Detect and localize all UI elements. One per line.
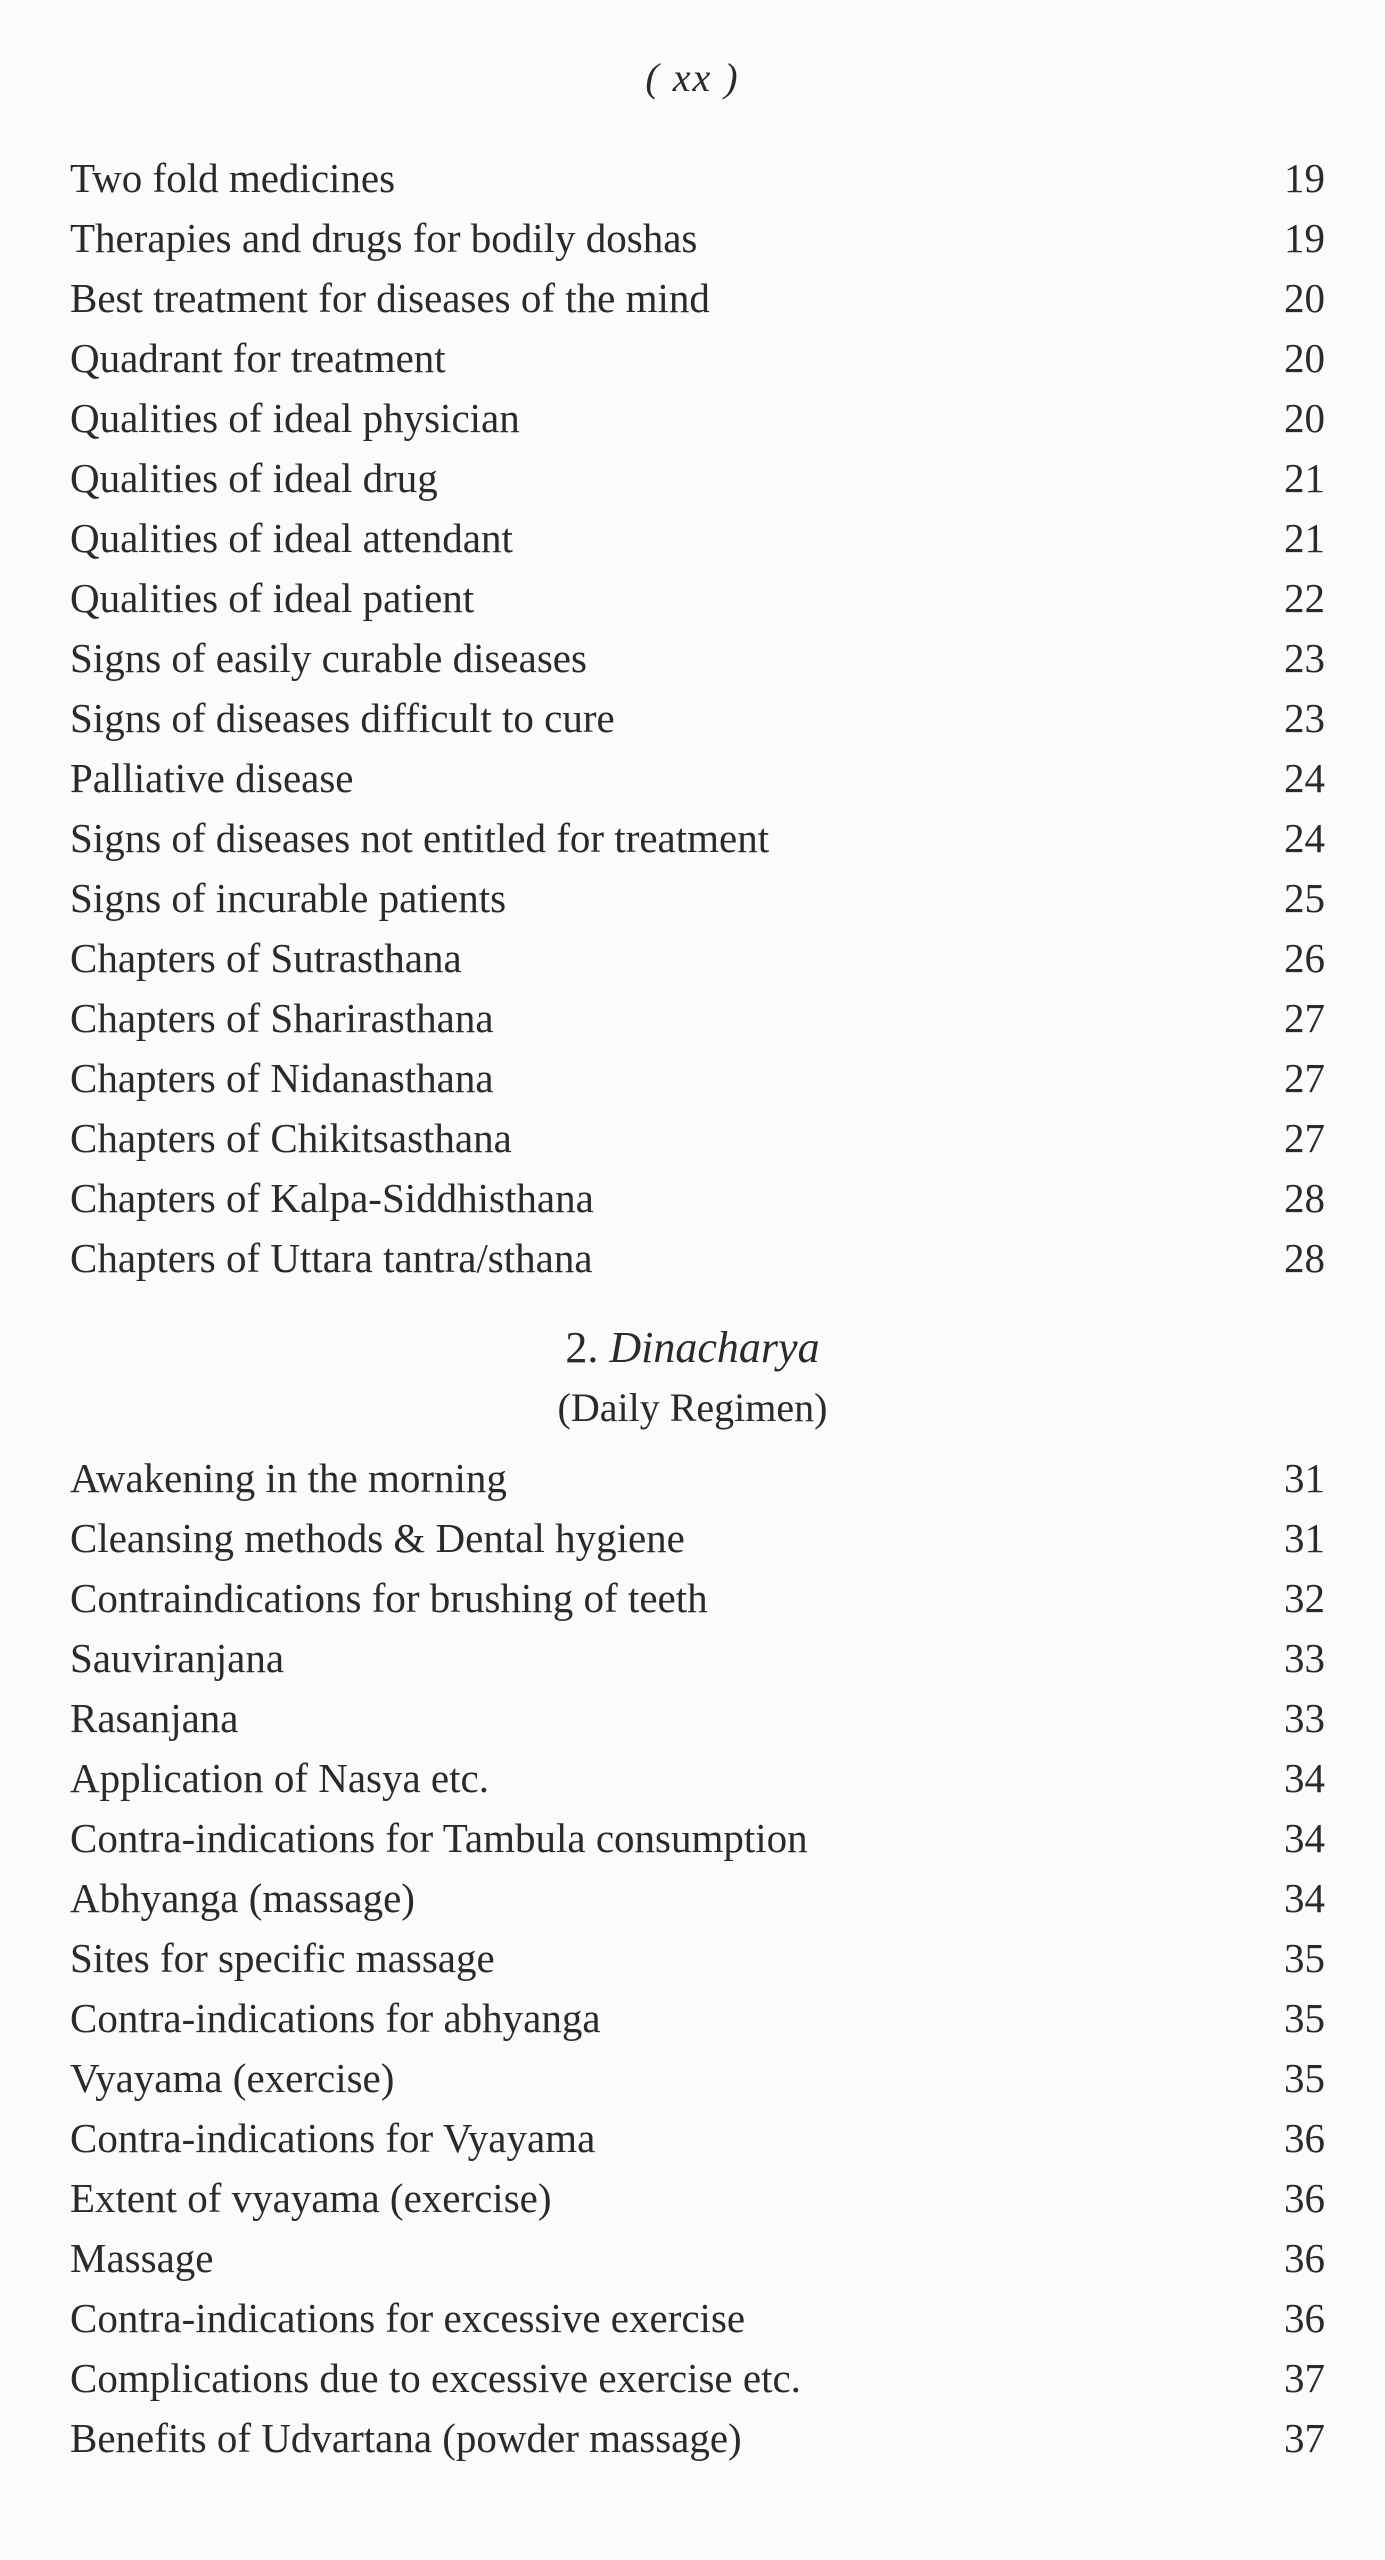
toc-entry-title: Signs of incurable patients: [70, 875, 507, 921]
toc-entry-page: 28: [1284, 1175, 1325, 1221]
toc-entry-page: 31: [1284, 1455, 1325, 1501]
toc-entry: [70, 1048, 1325, 1108]
toc-entry-page: 19: [1284, 215, 1325, 261]
toc-entry-page: 23: [1284, 695, 1325, 741]
toc-entry-title: Therapies and drugs for bodily doshas: [70, 215, 698, 261]
toc-entry-title: Palliative disease: [70, 755, 354, 801]
toc-entry-title: Quadrant for treatment: [70, 335, 446, 381]
toc-entry: [70, 2108, 1325, 2168]
page-number: ( xx ): [645, 55, 740, 100]
toc-entry: [70, 1168, 1325, 1228]
toc-entry-title: Extent of vyayama (exercise): [70, 2175, 552, 2221]
toc-entry-page: 34: [1284, 1755, 1325, 1801]
toc-entry-page: 20: [1284, 275, 1325, 321]
toc-entry: [70, 328, 1325, 388]
toc-entry-title: Two fold medicines: [70, 155, 396, 201]
toc-entry: [70, 628, 1325, 688]
toc-entry-title: Qualities of ideal drug: [70, 455, 438, 501]
toc-entry-title: Massage: [70, 2235, 214, 2281]
toc-entry: [70, 2168, 1325, 2228]
toc-entry-page: 24: [1284, 815, 1325, 861]
toc-entry-page: 23: [1284, 635, 1325, 681]
toc-entry: [70, 928, 1325, 988]
toc-entry: [70, 1928, 1325, 1988]
toc-entry-title: Qualities of ideal physician: [70, 395, 520, 441]
toc-entry-title: Abhyanga (massage): [70, 1875, 415, 1921]
toc-entry-page: 20: [1284, 395, 1325, 441]
toc-entry-title: Contra-indications for Tambula consumption: [70, 1815, 808, 1861]
toc-entry: [70, 868, 1325, 928]
toc-entry: [70, 748, 1325, 808]
toc-entry-title: Chapters of Sutrasthana: [70, 935, 462, 981]
toc-entry-page: 21: [1284, 515, 1325, 561]
toc-entry: [70, 448, 1325, 508]
toc-entry: [70, 808, 1325, 868]
toc-entry-title: Chapters of Kalpa-Siddhisthana: [70, 1175, 594, 1221]
toc-entry: [70, 568, 1325, 628]
toc-entry-page: 27: [1284, 1055, 1325, 1101]
toc-entry-page: 26: [1284, 935, 1325, 981]
toc-entry-page: 28: [1284, 1235, 1325, 1281]
toc-entry-title: Signs of easily curable diseases: [70, 635, 587, 681]
toc-entry: [70, 688, 1325, 748]
toc-entry-title: Contraindications for brushing of teeth: [70, 1575, 708, 1621]
toc-entry: [70, 1508, 1325, 1568]
toc-entry-title: Chapters of Nidanasthana: [70, 1055, 494, 1101]
toc-entry-title: Cleansing methods & Dental hygiene: [70, 1515, 685, 1561]
toc-entry: [70, 1228, 1325, 1288]
toc-entry: [70, 1868, 1325, 1928]
toc-entry-title: Chapters of Sharirasthana: [70, 995, 494, 1041]
toc-entry-page: 36: [1284, 2115, 1325, 2161]
toc-entry-page: 27: [1284, 1115, 1325, 1161]
toc-entry: [70, 2048, 1325, 2108]
toc-entry-page: 22: [1284, 575, 1325, 621]
toc-entry-page: 37: [1284, 2355, 1325, 2401]
toc-entry-page: 33: [1284, 1695, 1325, 1741]
toc-entry-page: 31: [1284, 1515, 1325, 1561]
toc-entry: [70, 2228, 1325, 2288]
toc-entry: [70, 1108, 1325, 1168]
section-heading: [0, 1318, 1385, 1378]
toc-entry-page: 19: [1284, 155, 1325, 201]
toc-entry-page: 36: [1284, 2295, 1325, 2341]
toc-entry: [70, 1688, 1325, 1748]
toc-entry: [70, 1988, 1325, 2048]
toc-entry-page: 33: [1284, 1635, 1325, 1681]
toc-entry: [70, 148, 1325, 208]
toc-entry-page: 24: [1284, 755, 1325, 801]
toc-entry-title: Chapters of Uttara tantra/sthana: [70, 1235, 593, 1281]
toc-entry-title: Contra-indications for excessive exercise: [70, 2295, 746, 2341]
section-name: Dinacharya: [609, 1323, 820, 1372]
toc-entry: [70, 2348, 1325, 2408]
toc-entry-title: Awakening in the morning: [70, 1455, 507, 1501]
toc-entry-title: Benefits of Udvartana (powder massage): [70, 2415, 742, 2461]
toc-entry-page: 21: [1284, 455, 1325, 501]
toc-entry-page: 37: [1284, 2415, 1325, 2461]
toc-entry: [70, 388, 1325, 448]
toc-entry-title: Sauviranjana: [70, 1635, 285, 1681]
toc-entry-title: Signs of diseases difficult to cure: [70, 695, 615, 741]
toc-entry-title: Rasanjana: [70, 1695, 239, 1741]
toc-entry: [70, 1448, 1325, 1508]
toc-entry-title: Vyayama (exercise): [70, 2055, 395, 2101]
toc-entry-title: Signs of diseases not entitled for treatment: [70, 815, 770, 861]
toc-entry: [70, 1808, 1325, 1868]
toc-entry-page: 25: [1284, 875, 1325, 921]
toc-entry-title: Contra-indications for abhyanga: [70, 1995, 601, 2041]
section-subtitle: (Daily Regimen): [557, 1385, 828, 1430]
toc-entry-page: 32: [1284, 1575, 1325, 1621]
toc-entry-title: Complications due to excessive exercise etc.: [70, 2355, 801, 2401]
toc-entry-page: 34: [1284, 1875, 1325, 1921]
table-of-contents-part-2: [70, 1448, 1325, 2468]
toc-entry-page: 20: [1284, 335, 1325, 381]
toc-entry-title: Qualities of ideal attendant: [70, 515, 513, 561]
toc-entry: [70, 988, 1325, 1048]
toc-entry-title: Sites for specific massage: [70, 1935, 495, 1981]
toc-entry-title: Chapters of Chikitsasthana: [70, 1115, 512, 1161]
toc-entry: [70, 2408, 1325, 2468]
toc-entry: [70, 1748, 1325, 1808]
toc-entry: [70, 1568, 1325, 1628]
toc-entry-page: 36: [1284, 2175, 1325, 2221]
toc-entry-page: 27: [1284, 995, 1325, 1041]
toc-entry-page: 36: [1284, 2235, 1325, 2281]
toc-entry: [70, 508, 1325, 568]
toc-entry: [70, 268, 1325, 328]
table-of-contents-part-1: [70, 148, 1325, 1288]
toc-entry-page: 35: [1284, 1935, 1325, 1981]
toc-entry-title: Best treatment for diseases of the mind: [70, 275, 710, 321]
toc-entry-page: 35: [1284, 2055, 1325, 2101]
toc-entry-page: 34: [1284, 1815, 1325, 1861]
toc-entry: [70, 1628, 1325, 1688]
toc-entry-page: 35: [1284, 1995, 1325, 2041]
toc-entry-title: Application of Nasya etc.: [70, 1755, 489, 1801]
section-number: 2.: [565, 1323, 599, 1372]
toc-entry: [70, 2288, 1325, 2348]
toc-entry: [70, 208, 1325, 268]
toc-entry-title: Qualities of ideal patient: [70, 575, 475, 621]
toc-entry-title: Contra-indications for Vyayama: [70, 2115, 596, 2161]
